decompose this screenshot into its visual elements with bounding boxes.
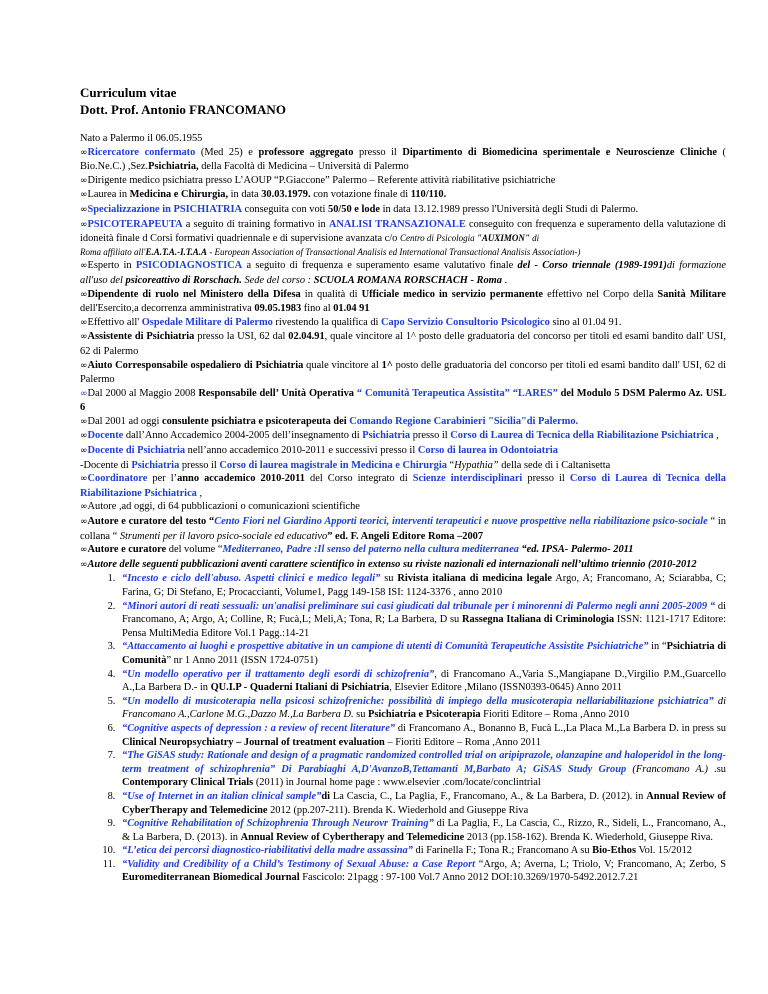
text-run: “Incesto e ciclo dell'abuso. Aspetti clinici e medico legali”: [122, 573, 381, 585]
publication-item: [118, 722, 726, 749]
bullet-icon: ∞: [80, 190, 88, 201]
text-run: “: [446, 459, 455, 471]
text-run: del Corso integrato di: [304, 473, 413, 485]
text-run: Hypathia”: [454, 459, 499, 471]
cv-entry: [80, 500, 726, 515]
document-header: [80, 84, 726, 118]
text-run: Corso di laurea in Odontoiatria: [417, 445, 558, 457]
text-run: , di Francomano A.,Varia S.,Mangiapane D.,Virgilio P.M.,Guarcello A.,La Barbera D.- in: [122, 668, 726, 694]
text-run: “ in collana “: [80, 516, 726, 542]
text-run: .su: [707, 763, 727, 775]
cv-entry: [80, 203, 726, 218]
publication-item: [118, 817, 726, 844]
text-run: nell’anno accademico 2010-2011 e successivi presso il: [185, 445, 418, 457]
text-run: Sede del corso :: [241, 274, 314, 286]
cv-entries: [80, 132, 726, 572]
cv-entry: [80, 415, 726, 430]
text-run: posto delle graduatoria del concorso per titoli ed esami bandito dall' USI, 62 di Palermo: [80, 359, 726, 386]
text-run: Roma affiliato all': [80, 246, 146, 257]
bullet-icon: ∞: [80, 431, 88, 442]
text-run: Psichiatria,: [148, 161, 199, 173]
text-run: di formazione all'uso del: [80, 260, 726, 286]
publication-item: [118, 844, 726, 858]
bullet-icon: ∞: [80, 175, 88, 186]
bullet-icon: ∞: [80, 446, 88, 457]
bullet-icon: ∞: [80, 388, 88, 399]
text-run: Nato a Palermo il 06.05.1955: [80, 133, 203, 144]
text-run: Ricercatore confermato: [87, 146, 196, 158]
text-run: , quale vincitore al 1^ posto delle graduatoria del concorso per titoli ed esami bandito dall' USI, 62 di Palermo: [80, 331, 726, 357]
text-run: 2012 (pp.207-211). Brenda K. Wiederhold and Giuseppe Riva: [267, 804, 529, 816]
text-run: fino al: [301, 303, 334, 315]
text-run: 110/110.: [410, 189, 447, 201]
text-run: "AUXIMON": [476, 233, 530, 244]
cv-entry: [80, 246, 726, 260]
text-run: presso il: [353, 146, 403, 158]
text-run: Dipartimento di Biomedicina sperimentale e Neuroscienze Cliniche: [402, 146, 717, 158]
text-run: “ed. IPSA- Palermo- 2011: [518, 544, 634, 556]
text-run: presso il: [179, 459, 220, 471]
text-run: – Fioriti Editore – Roma ,Anno 2011: [384, 736, 541, 748]
text-run: , Elsevier Editore ,Milano (ISSN0393-0645) Anno 2011: [389, 682, 623, 694]
publication-item: [118, 790, 726, 817]
text-run: 02.04.91: [288, 331, 325, 343]
publication-list: [80, 572, 726, 885]
text-run: professore aggregato: [258, 146, 354, 158]
text-run: della sede di i Caltanisetta: [498, 459, 611, 471]
text-run: Corso di laurea magistrale in Medicina e Chirurgia: [219, 459, 447, 471]
bullet-icon: ∞: [80, 559, 88, 570]
text-run: sino al 01.04 91.: [549, 316, 622, 328]
text-run: Annual Review of Cybertherapy and Telemedicine: [240, 831, 465, 843]
bullet-icon: ∞: [80, 219, 88, 230]
cv-entry: [80, 132, 726, 146]
text-run: 30.03.1979.: [261, 189, 311, 201]
text-run: a seguito di training formativo in: [182, 218, 329, 230]
text-run: Docente di Psichiatria: [87, 445, 186, 457]
cv-entry: [80, 330, 726, 358]
text-run: Autore ,ad oggi, di 64 pubblicazioni o comunicazioni scientifiche: [87, 501, 360, 513]
text-run: Dal 2001 ad oggi: [87, 415, 162, 427]
text-run: Dirigente medico psichiatra presso L’AOUP “P.Giaccone” Palermo – Referente attività riabilitative psichiatriche: [87, 174, 556, 186]
cv-entry: [80, 359, 726, 387]
text-run: Strumenti per il lavoro psico-sociale ed educativo: [119, 530, 328, 542]
cv-entry: [80, 387, 726, 415]
text-run: Autore e curatore: [87, 544, 167, 556]
text-run: Autore e curatore del testo “: [87, 516, 215, 528]
text-run: di Francomano A., Bonanno B, Fucà L.,La Placa M.,La Barbera D. in press su: [395, 722, 727, 734]
publication-item: [118, 695, 726, 722]
text-run: conseguita con voti: [242, 203, 329, 215]
text-run: QU.I.P - Quaderni Italiani di Psichiatria: [210, 682, 390, 694]
text-run: a seguito di frequenza e superamento esame valutativo finale: [242, 260, 518, 272]
text-run: Contemporary Clinical Trials: [122, 777, 254, 789]
text-run: in “: [648, 641, 667, 653]
bullet-icon: ∞: [80, 474, 88, 485]
text-run: di: [529, 233, 540, 244]
text-run: Psichiatria: [131, 459, 180, 471]
text-run: del Modulo 5 DSM Palermo Az. USL 6: [80, 387, 727, 414]
text-run: “Use of Internet in an italian clinical sample”: [122, 790, 322, 802]
text-run: “Argo, A; Averna, L; Triolo, V; Francomano, A; Zerbo, S: [475, 858, 727, 870]
text-run: rivestendo la qualifica di: [272, 316, 382, 328]
text-run: “Attaccamento ai luoghi e prospettive abitative in un campione di utenti di Comunità Terapeutiche Assistite Psichiatriche”: [122, 641, 649, 653]
text-run: dell'Esercito,a decorrenza amministrativa: [80, 303, 255, 315]
bullet-icon: ∞: [80, 360, 88, 371]
text-run: in data: [228, 189, 262, 201]
cv-entry: [80, 316, 726, 331]
text-run: (2011) in Journal home page : www.elsevier .com/locate/conclintrial: [253, 777, 541, 789]
text-run: Cento Fiori nel Giardino Apporti teorici, interventi terapeutici e nuove prospettive nella riabilitazione psico-sociale: [214, 516, 708, 528]
cv-entry: [80, 259, 726, 287]
text-run: della Facoltà di Medicina – Università di Palermo: [198, 161, 409, 173]
text-run: di Francomano, A; Argo, A; Colline, R; Fucà,L; Meli,A; Tona, R; La Barbera, D su: [122, 600, 726, 626]
text-run: Argo, A; Francomano, A; Sciarabba, C; Farina, G; Di Stefano, E; Procaccianti, Volume1, Pagg 149-158 ISI: 1124-3376 , anno 2010: [122, 573, 726, 598]
text-run: consulente psichiatra e psicoterapeuta dei: [161, 415, 347, 427]
publication-item: [118, 640, 726, 667]
text-run: Effettivo all': [87, 316, 142, 328]
text-run: effettivo nel Corpo della: [543, 288, 658, 300]
text-run: Coordinatore: [87, 473, 148, 485]
text-run: in data 13.12.1989 presso l'Università degli Studi di Palermo.: [379, 203, 639, 215]
text-run: Ufficiale medico in servizio permanente: [361, 288, 544, 300]
text-run: Esperto in: [87, 260, 136, 272]
bullet-icon: ∞: [80, 332, 88, 343]
text-run: “Un modello di musicoterapia nella psicosi schizofreniche: possibilità di impiego della musicoterapia nellariabilitazione psichiatrica”: [122, 695, 714, 707]
text-run: Assistente di Psichiatria: [87, 331, 195, 343]
text-run: Laurea in: [87, 189, 130, 201]
text-run: Corso di Laurea di Tecnica della Riabilitazione Psichiatrica: [450, 430, 714, 442]
text-run: su: [380, 573, 398, 585]
text-run: Fioriti Editore – Roma ,Anno 2010: [480, 709, 630, 721]
text-run: (Francomano A.): [626, 763, 708, 775]
bullet-icon: ∞: [80, 517, 88, 528]
text-run: ( Bio.Ne.C.) ,Sez.: [80, 146, 726, 173]
text-run: “Cognitive aspects of depression : a review of recent literature”: [122, 722, 396, 734]
cv-entry: [80, 543, 726, 558]
publication-item: [118, 600, 726, 641]
text-run: “The GiSAS study: Rationale and design of a pragmatic randomized controlled trial on aripiprazole, olanzapine and haloperidol in the long-term treatment of schizophrenia” Di Parabiaghi A,D'AvanzoB,Tettamanti M,Barbato A; GiSAS Study Group: [122, 750, 726, 775]
bullet-icon: ∞: [80, 261, 88, 272]
cv-entry: [80, 444, 726, 459]
cv-entry: [80, 459, 726, 473]
text-run: di La Paglia, F., La Cascia, C., Rizzo, R., Sideli, L., Francomano, A., & La Barbera, D. (2013). in: [122, 818, 726, 843]
text-run: presso la USI, 62 dal: [194, 331, 289, 343]
document-title: Curriculum vitae: [80, 85, 177, 100]
text-run: su: [353, 709, 369, 721]
text-run: Rivista italiana di medicina legale: [397, 573, 552, 585]
cv-entry: [80, 174, 726, 189]
text-run: PSICOTERAPEUTA: [87, 218, 183, 230]
cv-entry: [80, 218, 726, 246]
text-run: Scienze interdisciplinari: [412, 473, 523, 485]
text-run: Psichiatria e Psicoterapia: [368, 709, 481, 721]
author-name: Dott. Prof. Antonio FRANCOMANO: [80, 102, 286, 117]
text-run: Dipendente di ruolo nel Ministero della Difesa: [87, 288, 301, 300]
text-run: del volume “: [166, 544, 223, 556]
bullet-icon: ∞: [80, 502, 88, 513]
text-run: “ Comunità Terapeutica Assistita” “LARES”: [353, 387, 558, 399]
cv-entry: [80, 288, 726, 316]
text-run: “L’etica dei percorsi diagnostico-riabilitativi della madre assassina”: [122, 845, 413, 857]
text-run: ANALISI TRANSAZIONALE: [328, 218, 466, 230]
text-run: -Docente di: [80, 459, 132, 471]
bullet-icon: ∞: [80, 317, 88, 328]
text-run: Autore delle seguenti pubblicazioni aventi carattere scientifico in extenso su riviste nazionali ed internazionali nell’ultimo triennio (2010-2012: [87, 558, 697, 570]
text-run: Dal 2000 al Maggio 2008: [87, 387, 199, 399]
text-run: Rassegna Italiana di Criminologia: [462, 614, 615, 626]
text-run: presso il: [522, 473, 570, 485]
bullet-icon: ∞: [80, 416, 88, 427]
text-run: Clinical Neuropsychiatry – Journal of treatment evaluation: [122, 736, 385, 748]
text-run: - European Association of Transactional Analisis ed International Transactional Analisis Association-): [207, 246, 581, 257]
text-run: .: [501, 274, 508, 286]
text-run: “Un modello operativo per il trattamento degli esordi di schizofrenia”: [122, 668, 435, 680]
text-run: La Cascia, C., La Paglia, F., Francomano, A., & La Barbera, D. (2012). in: [329, 790, 647, 802]
text-run: Fascicolo: 21pagg : 97-100 Vol.7 Anno 2012 DOI:10.3269/1970-5492.2012.7.21: [299, 872, 639, 884]
text-run: “Validity and Credibility of a Child’s Testimony of Sexual Abuse: a Case Report: [122, 858, 476, 870]
text-run: 01.04 91: [333, 303, 370, 315]
text-run: del - Corso triennale (1989-1991): [517, 260, 667, 272]
text-run: ISSN: 1121-1717 Editore: Pensa MultiMedia Editore Vol.1 Pagg.:14-21: [122, 614, 726, 639]
text-run: Responsabile dell’ Unità Operativa: [198, 387, 354, 399]
cv-entry: [80, 472, 726, 500]
text-run: di Francomano A.,Carlone M.G.,Dazzo M.,La Barbera D.: [122, 695, 726, 721]
text-run: Annual Review of CyberTherapy and Telemedicine: [122, 790, 726, 816]
publication-item: [118, 858, 726, 885]
text-run: Vol. 15/2012: [636, 845, 692, 857]
text-run: Capo Servizio Consultorio Psicologico: [381, 316, 550, 328]
text-run: PSICODIAGNOSTICA: [135, 260, 243, 272]
publication-item: [118, 668, 726, 695]
text-run: 50/50 e lode: [328, 203, 380, 215]
cv-entry: [80, 188, 726, 203]
bullet-icon: ∞: [80, 545, 88, 556]
text-run: anno accademico 2010-2011: [177, 473, 305, 485]
text-run: di Farinella F.; Tona R.; Francomano A su: [412, 845, 593, 857]
text-run: con votazione finale di: [310, 189, 411, 201]
bullet-icon: ∞: [80, 289, 88, 300]
text-run: Psichiatria: [362, 430, 411, 442]
publication-item: [118, 749, 726, 790]
text-run: Ospedale Militare di Palermo: [141, 316, 273, 328]
text-run: “Minori autori di reati sessuali: un'analisi preliminare sui casi giudicati dal tribunale per i minorenni di Palermo negli anni 2005-2009 “: [122, 600, 716, 612]
text-run: Euromediterranean Biomedical Journal: [122, 872, 300, 884]
text-run: Comando Regione Carabinieri "Sicilia"di Palermo.: [346, 415, 579, 427]
bullet-icon: ∞: [80, 204, 88, 215]
bullet-icon: ∞: [80, 147, 88, 158]
text-run: Medicina e Chirurgia,: [129, 189, 229, 201]
text-run: Specializzazione in PSICHIATRIA: [87, 203, 243, 215]
text-run: 1^: [381, 359, 393, 371]
text-run: Corso di Laurea di Tecnica della Riabilitazione Psichiatrica: [80, 473, 726, 499]
cv-entry: [80, 429, 726, 444]
text-run: Docente: [87, 430, 124, 442]
text-run: dall’Anno Accademico 2004-2005 dell’insegnamento di: [123, 430, 363, 442]
text-run: Centro di Psicologia: [399, 233, 477, 244]
text-run: ” ed. F. Angeli Editore Roma –2007: [327, 530, 484, 542]
text-run: E.A.T.A.-I.T.A.A: [145, 246, 208, 257]
text-run: 2013 (pp.158-162). Brenda K. Wiederhold, Giuseppe Riva.: [464, 831, 713, 843]
text-run: Mediterraneo, Padre :Il senso del paterno nella cultura mediterranea: [222, 544, 519, 556]
text-run: Bio-Ethos: [592, 845, 637, 857]
document-body: [80, 132, 726, 885]
publication-item: [118, 572, 726, 599]
text-run: Sanità Militare: [657, 288, 726, 300]
cv-entry: [80, 146, 726, 174]
text-run: SCUOLA ROMANA RORSCHACH - Roma: [313, 274, 502, 286]
text-run: quale vincitore al: [303, 359, 382, 371]
text-run: conseguito con frequenza e superamento della valutazione di idoneità finale d Corsi formativi quadriennale e di supervisione avanzata c/o: [80, 218, 727, 245]
text-run: “Cognitive Rehabilitation of Schizophrenia Through Neurovr Training”: [122, 818, 434, 830]
cv-entry: [80, 558, 726, 573]
text-run: per l’: [147, 473, 178, 485]
text-run: 09.05.1983: [254, 303, 302, 315]
text-run: Aiuto Corresponsabile ospedaliero di Psichiatria: [87, 359, 304, 371]
cv-entry: [80, 515, 726, 543]
text-run: in qualità di: [300, 288, 362, 300]
text-run: (Med 25) e: [195, 146, 259, 158]
text-run: Psichiatria di Comunità: [122, 641, 726, 666]
text-run: di: [321, 790, 330, 802]
text-run: ,: [196, 487, 203, 499]
text-run: presso il: [410, 430, 451, 442]
text-run: ” nr 1 Anno 2011 (ISSN 1724-0751): [166, 654, 318, 666]
text-run: ,: [713, 430, 719, 442]
text-run: psicoreattivo di Rorschach.: [125, 274, 242, 286]
